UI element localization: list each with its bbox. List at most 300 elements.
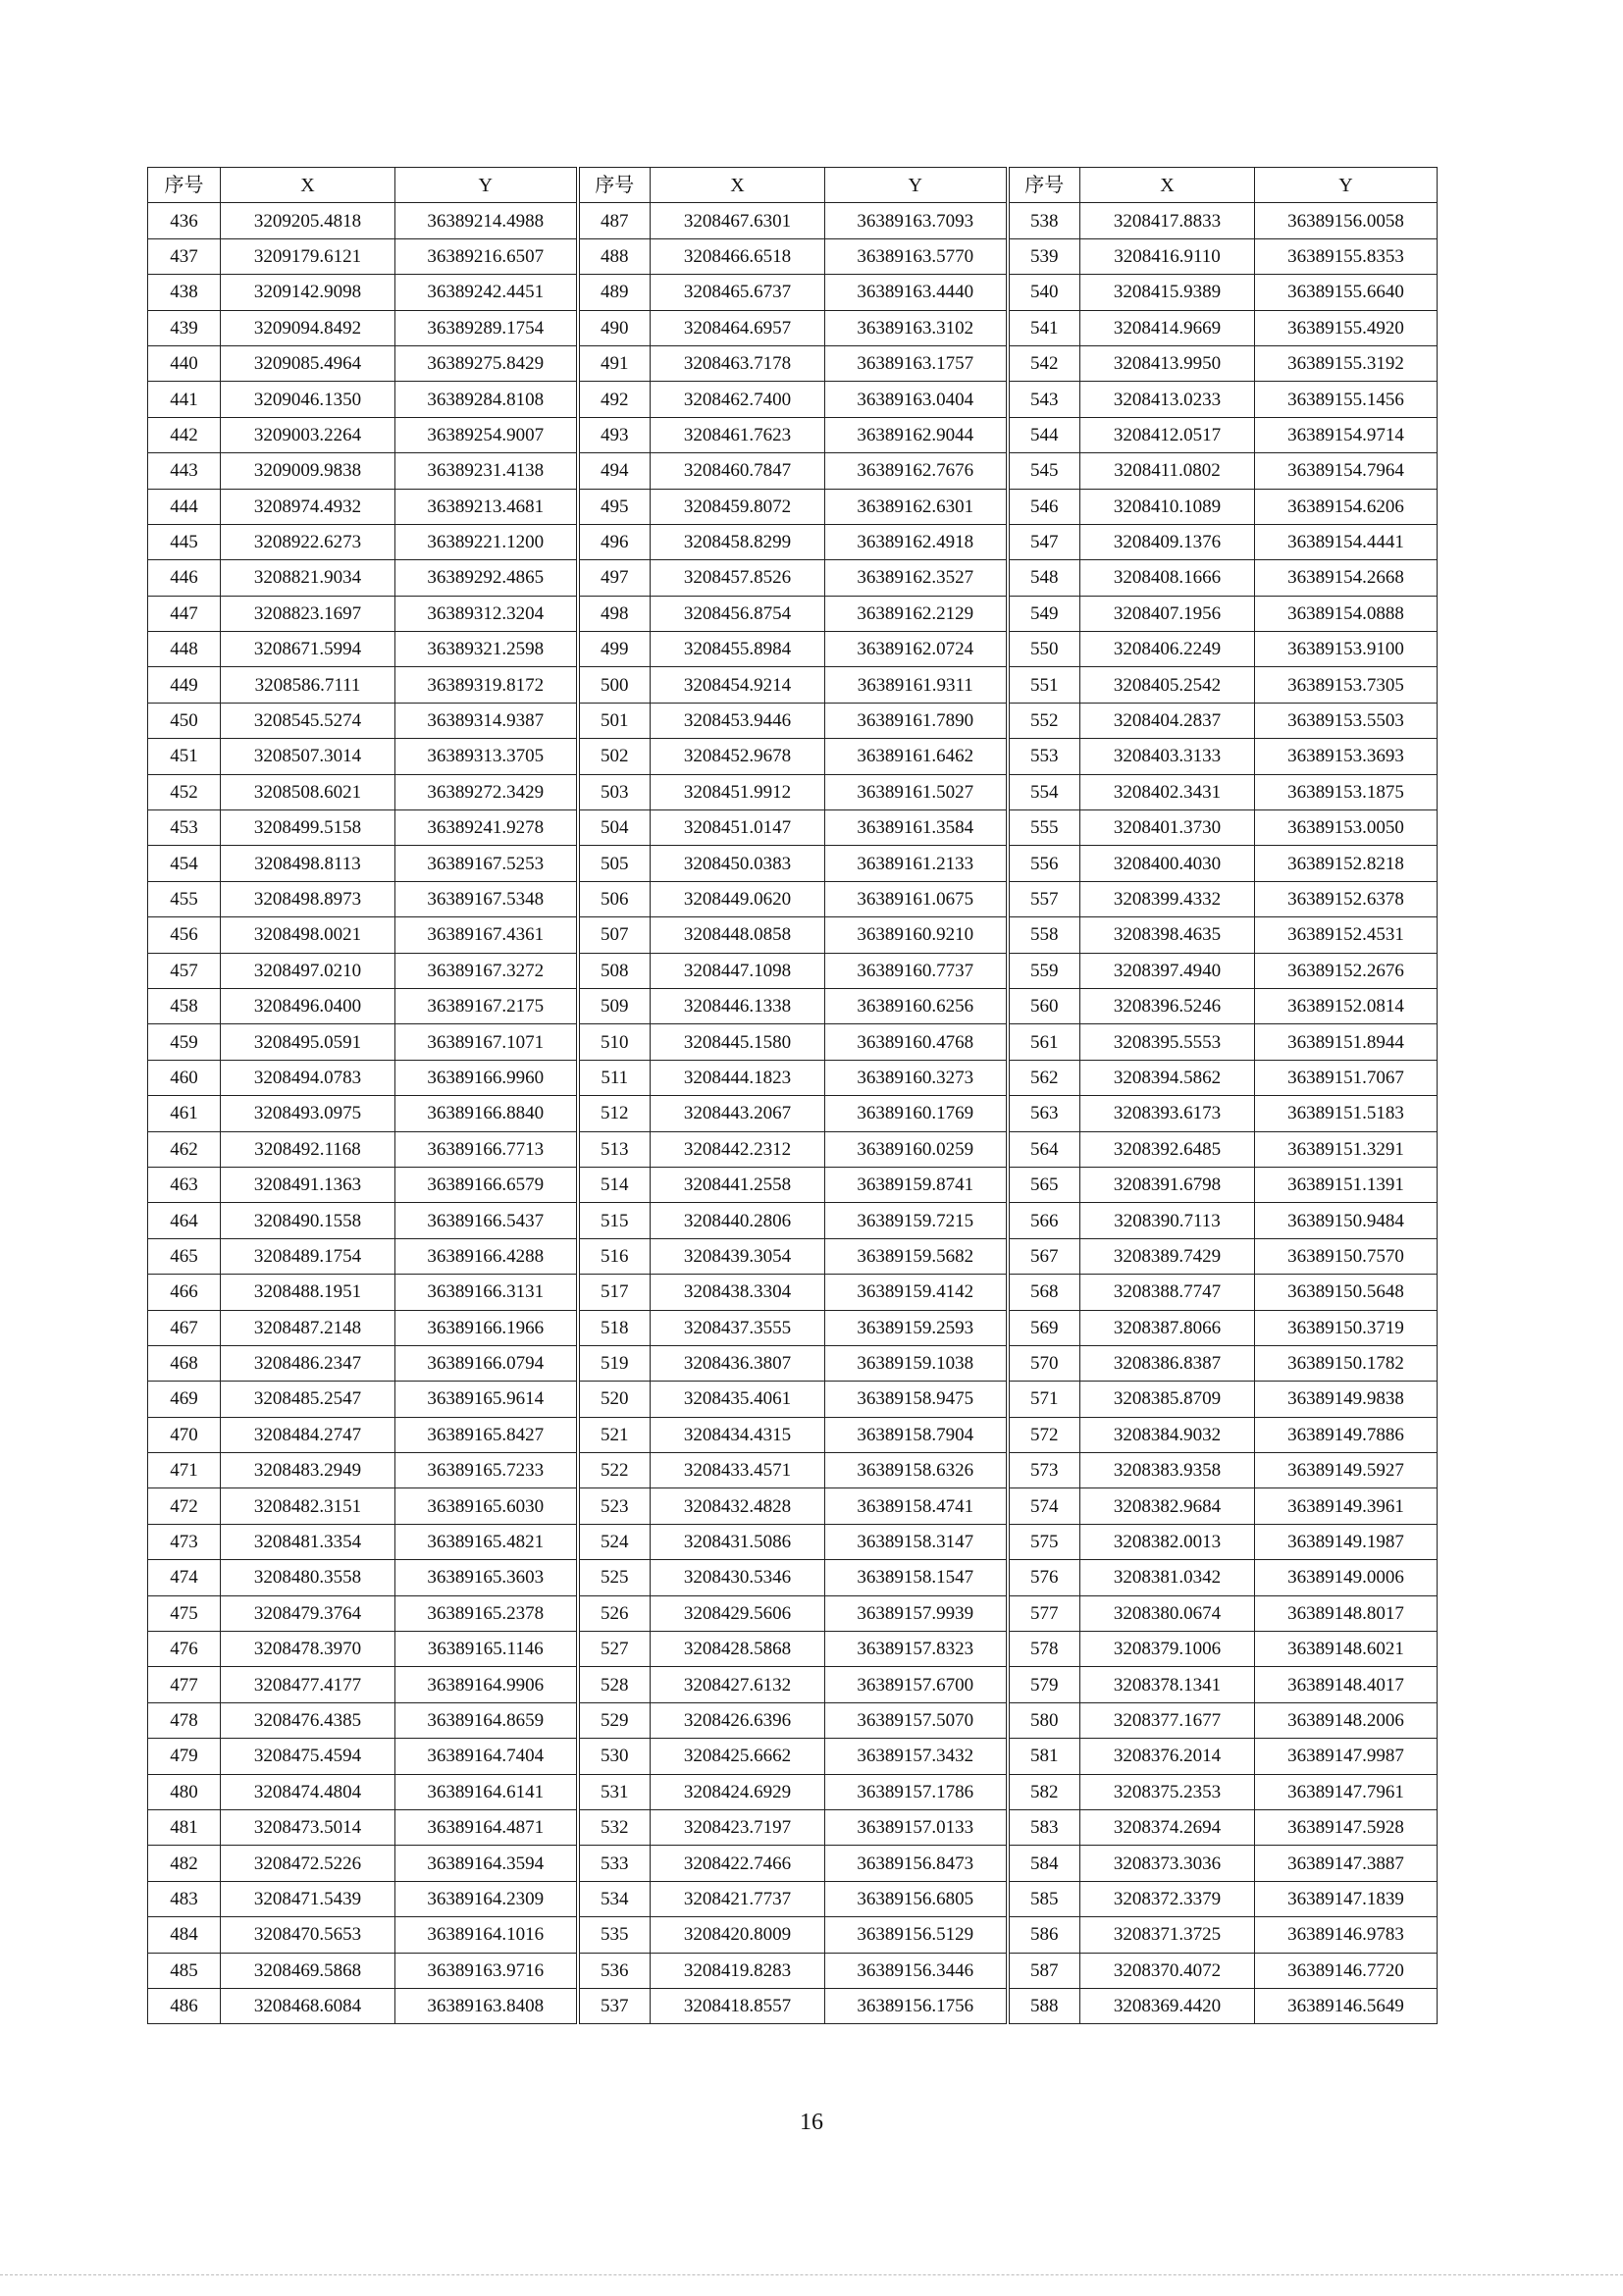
cell-x: 3208438.3304 <box>651 1275 825 1310</box>
cell-index: 454 <box>148 846 221 881</box>
cell-index: 448 <box>148 632 221 667</box>
cell-y: 36389155.3192 <box>1255 345 1438 381</box>
cell-x: 3208460.7847 <box>651 453 825 489</box>
cell-x: 3208440.2806 <box>651 1203 825 1238</box>
cell-x: 3208455.8984 <box>651 632 825 667</box>
cell-index: 472 <box>148 1488 221 1524</box>
cell-index: 447 <box>148 596 221 631</box>
cell-y: 36389155.4920 <box>1255 310 1438 345</box>
cell-index: 537 <box>578 1988 651 2023</box>
cell-index: 490 <box>578 310 651 345</box>
cell-y: 36389153.1875 <box>1255 774 1438 809</box>
table-row <box>148 881 1438 916</box>
cell-x: 3208431.5086 <box>651 1524 825 1559</box>
table-row <box>148 1702 1438 1738</box>
cell-index: 581 <box>1008 1739 1080 1774</box>
cell-x: 3208376.2014 <box>1080 1739 1255 1774</box>
cell-x: 3208426.6396 <box>651 1702 825 1738</box>
table-row <box>148 1382 1438 1417</box>
cell-y: 36389161.7890 <box>825 703 1008 738</box>
cell-index: 500 <box>578 667 651 703</box>
table-row <box>148 1275 1438 1310</box>
page-number: 16 <box>800 2110 823 2135</box>
cell-y: 36389284.8108 <box>395 382 578 417</box>
cell-y: 36389165.4821 <box>395 1524 578 1559</box>
cell-index: 476 <box>148 1632 221 1667</box>
table-row <box>148 1739 1438 1774</box>
cell-x: 3208480.3558 <box>221 1560 395 1595</box>
cell-index: 445 <box>148 524 221 559</box>
cell-x: 3208462.7400 <box>651 382 825 417</box>
cell-y: 36389166.8840 <box>395 1096 578 1131</box>
cell-y: 36389149.9838 <box>1255 1382 1438 1417</box>
cell-index: 519 <box>578 1345 651 1381</box>
cell-x: 3208404.2837 <box>1080 703 1255 738</box>
cell-index: 499 <box>578 632 651 667</box>
cell-y: 36389149.1987 <box>1255 1524 1438 1559</box>
cell-y: 36389156.1756 <box>825 1988 1008 2023</box>
cell-x: 3208379.1006 <box>1080 1632 1255 1667</box>
cell-y: 36389154.6206 <box>1255 489 1438 524</box>
cell-index: 450 <box>148 703 221 738</box>
cell-y: 36389161.2133 <box>825 846 1008 881</box>
cell-y: 36389147.7961 <box>1255 1774 1438 1809</box>
cell-index: 442 <box>148 417 221 452</box>
cell-x: 3208384.9032 <box>1080 1417 1255 1452</box>
cell-y: 36389313.3705 <box>395 739 578 774</box>
cell-y: 36389164.8659 <box>395 1702 578 1738</box>
cell-y: 36389156.6805 <box>825 1881 1008 1916</box>
cell-y: 36389147.9987 <box>1255 1739 1438 1774</box>
cell-index: 545 <box>1008 453 1080 489</box>
header-x: X <box>651 168 825 203</box>
cell-x: 3208482.3151 <box>221 1488 395 1524</box>
cell-index: 567 <box>1008 1238 1080 1274</box>
cell-x: 3208429.5606 <box>651 1595 825 1631</box>
cell-index: 560 <box>1008 988 1080 1023</box>
cell-y: 36389155.6640 <box>1255 275 1438 310</box>
cell-y: 36389158.6326 <box>825 1453 1008 1488</box>
cell-y: 36389161.5027 <box>825 774 1008 809</box>
cell-y: 36389150.5648 <box>1255 1275 1438 1310</box>
cell-x: 3208453.9446 <box>651 703 825 738</box>
cell-x: 3208671.5994 <box>221 632 395 667</box>
cell-x: 3208489.1754 <box>221 1238 395 1274</box>
cell-x: 3208476.4385 <box>221 1702 395 1738</box>
cell-index: 506 <box>578 881 651 916</box>
cell-y: 36389167.5348 <box>395 881 578 916</box>
cell-y: 36389167.3272 <box>395 953 578 988</box>
cell-y: 36389160.6256 <box>825 988 1008 1023</box>
cell-x: 3208391.6798 <box>1080 1167 1255 1202</box>
cell-x: 3208487.2148 <box>221 1310 395 1345</box>
cell-y: 36389292.4865 <box>395 560 578 596</box>
cell-index: 517 <box>578 1275 651 1310</box>
cell-y: 36389147.3887 <box>1255 1846 1438 1881</box>
cell-x: 3208449.0620 <box>651 881 825 916</box>
cell-index: 503 <box>578 774 651 809</box>
cell-x: 3208490.1558 <box>221 1203 395 1238</box>
cell-x: 3208507.3014 <box>221 739 395 774</box>
cell-y: 36389162.4918 <box>825 524 1008 559</box>
cell-x: 3208451.9912 <box>651 774 825 809</box>
cell-x: 3208378.1341 <box>1080 1667 1255 1702</box>
cell-x: 3208467.6301 <box>651 203 825 238</box>
cell-x: 3208425.6662 <box>651 1739 825 1774</box>
cell-y: 36389154.9714 <box>1255 417 1438 452</box>
cell-y: 36389166.9960 <box>395 1060 578 1095</box>
table-row <box>148 1846 1438 1881</box>
cell-index: 514 <box>578 1167 651 1202</box>
cell-index: 533 <box>578 1846 651 1881</box>
cell-x: 3208474.4804 <box>221 1774 395 1809</box>
table-row <box>148 988 1438 1023</box>
cell-x: 3208434.4315 <box>651 1417 825 1452</box>
cell-index: 456 <box>148 917 221 953</box>
cell-index: 547 <box>1008 524 1080 559</box>
cell-x: 3209205.4818 <box>221 203 395 238</box>
cell-y: 36389157.9939 <box>825 1595 1008 1631</box>
cell-index: 557 <box>1008 881 1080 916</box>
cell-y: 36389148.8017 <box>1255 1595 1438 1631</box>
table-row <box>148 524 1438 559</box>
cell-index: 520 <box>578 1382 651 1417</box>
cell-y: 36389159.5682 <box>825 1238 1008 1274</box>
header-index: 序号 <box>1008 168 1080 203</box>
cell-index: 511 <box>578 1060 651 1095</box>
cell-index: 470 <box>148 1417 221 1452</box>
table-row <box>148 1310 1438 1345</box>
cell-y: 36389157.8323 <box>825 1632 1008 1667</box>
table-row <box>148 1632 1438 1667</box>
cell-index: 574 <box>1008 1488 1080 1524</box>
cell-x: 3208372.3379 <box>1080 1881 1255 1916</box>
cell-index: 474 <box>148 1560 221 1595</box>
table-row <box>148 345 1438 381</box>
cell-index: 523 <box>578 1488 651 1524</box>
table-row <box>148 1417 1438 1452</box>
table-row <box>148 238 1438 274</box>
cell-y: 36389151.7067 <box>1255 1060 1438 1095</box>
cell-index: 576 <box>1008 1560 1080 1595</box>
cell-index: 471 <box>148 1453 221 1488</box>
cell-index: 530 <box>578 1739 651 1774</box>
cell-x: 3208403.3133 <box>1080 739 1255 774</box>
cell-y: 36389165.7233 <box>395 1453 578 1488</box>
cell-index: 555 <box>1008 810 1080 846</box>
cell-y: 36389151.8944 <box>1255 1024 1438 1060</box>
cell-x: 3208380.0674 <box>1080 1595 1255 1631</box>
cell-y: 36389152.2676 <box>1255 953 1438 988</box>
cell-x: 3208450.0383 <box>651 846 825 881</box>
cell-x: 3208468.6084 <box>221 1988 395 2023</box>
cell-y: 36389153.0050 <box>1255 810 1438 846</box>
cell-x: 3208392.6485 <box>1080 1131 1255 1167</box>
cell-x: 3208389.7429 <box>1080 1238 1255 1274</box>
cell-x: 3208430.5346 <box>651 1560 825 1595</box>
cell-index: 501 <box>578 703 651 738</box>
cell-x: 3208439.3054 <box>651 1238 825 1274</box>
cell-index: 548 <box>1008 560 1080 596</box>
table-row <box>148 1595 1438 1631</box>
cell-x: 3208370.4072 <box>1080 1953 1255 1988</box>
cell-y: 36389165.3603 <box>395 1560 578 1595</box>
cell-x: 3208821.9034 <box>221 560 395 596</box>
cell-y: 36389166.3131 <box>395 1275 578 1310</box>
cell-index: 475 <box>148 1595 221 1631</box>
cell-index: 466 <box>148 1275 221 1310</box>
cell-x: 3208471.5439 <box>221 1881 395 1916</box>
cell-y: 36389148.2006 <box>1255 1702 1438 1738</box>
cell-index: 440 <box>148 345 221 381</box>
cell-index: 585 <box>1008 1881 1080 1916</box>
cell-index: 568 <box>1008 1275 1080 1310</box>
header-index: 序号 <box>148 168 221 203</box>
cell-y: 36389159.1038 <box>825 1345 1008 1381</box>
cell-index: 580 <box>1008 1702 1080 1738</box>
cell-y: 36389158.4741 <box>825 1488 1008 1524</box>
cell-x: 3208473.5014 <box>221 1809 395 1845</box>
cell-y: 36389163.9716 <box>395 1953 578 1988</box>
cell-index: 478 <box>148 1702 221 1738</box>
table-header-row <box>148 168 1438 203</box>
table-row <box>148 1096 1438 1131</box>
table-body <box>148 203 1438 2024</box>
cell-index: 563 <box>1008 1096 1080 1131</box>
cell-x: 3208470.5653 <box>221 1917 395 1953</box>
cell-index: 509 <box>578 988 651 1023</box>
cell-x: 3208399.4332 <box>1080 881 1255 916</box>
cell-index: 496 <box>578 524 651 559</box>
cell-y: 36389289.1754 <box>395 310 578 345</box>
cell-y: 36389146.9783 <box>1255 1917 1438 1953</box>
cell-x: 3208445.1580 <box>651 1024 825 1060</box>
cell-index: 513 <box>578 1131 651 1167</box>
cell-y: 36389163.3102 <box>825 310 1008 345</box>
cell-x: 3208397.4940 <box>1080 953 1255 988</box>
cell-x: 3209142.9098 <box>221 275 395 310</box>
cell-x: 3208463.7178 <box>651 345 825 381</box>
cell-y: 36389167.5253 <box>395 846 578 881</box>
cell-y: 36389162.7676 <box>825 453 1008 489</box>
cell-y: 36389158.3147 <box>825 1524 1008 1559</box>
cell-y: 36389156.3446 <box>825 1953 1008 1988</box>
cell-y: 36389163.8408 <box>395 1988 578 2023</box>
cell-index: 473 <box>148 1524 221 1559</box>
cell-x: 3208409.1376 <box>1080 524 1255 559</box>
cell-y: 36389162.6301 <box>825 489 1008 524</box>
table-row <box>148 953 1438 988</box>
cell-y: 36389321.2598 <box>395 632 578 667</box>
table-row <box>148 1167 1438 1202</box>
cell-index: 527 <box>578 1632 651 1667</box>
cell-index: 497 <box>578 560 651 596</box>
cell-index: 587 <box>1008 1953 1080 1988</box>
cell-index: 455 <box>148 881 221 916</box>
cell-index: 544 <box>1008 417 1080 452</box>
cell-x: 3209094.8492 <box>221 310 395 345</box>
cell-index: 541 <box>1008 310 1080 345</box>
cell-y: 36389231.4138 <box>395 453 578 489</box>
cell-x: 3208432.4828 <box>651 1488 825 1524</box>
table-row <box>148 1524 1438 1559</box>
table-row <box>148 1917 1438 1953</box>
table-row <box>148 1345 1438 1381</box>
coordinate-table <box>147 167 1438 2024</box>
cell-index: 446 <box>148 560 221 596</box>
cell-x: 3208457.8526 <box>651 560 825 596</box>
cell-x: 3208385.8709 <box>1080 1382 1255 1417</box>
cell-x: 3208410.1089 <box>1080 489 1255 524</box>
cell-y: 36389155.1456 <box>1255 382 1438 417</box>
cell-y: 36389272.3429 <box>395 774 578 809</box>
cell-x: 3208454.9214 <box>651 667 825 703</box>
cell-y: 36389152.4531 <box>1255 917 1438 953</box>
header-y: Y <box>1255 168 1438 203</box>
cell-y: 36389161.3584 <box>825 810 1008 846</box>
cell-index: 526 <box>578 1595 651 1631</box>
cell-index: 444 <box>148 489 221 524</box>
table-row <box>148 203 1438 238</box>
table-row <box>148 1238 1438 1274</box>
cell-x: 3208488.1951 <box>221 1275 395 1310</box>
cell-index: 550 <box>1008 632 1080 667</box>
table-row <box>148 703 1438 738</box>
cell-index: 577 <box>1008 1595 1080 1631</box>
cell-y: 36389149.7886 <box>1255 1417 1438 1452</box>
cell-x: 3208422.7466 <box>651 1846 825 1881</box>
cell-y: 36389154.0888 <box>1255 596 1438 631</box>
table-row <box>148 739 1438 774</box>
cell-index: 564 <box>1008 1131 1080 1167</box>
cell-y: 36389159.7215 <box>825 1203 1008 1238</box>
cell-y: 36389163.5770 <box>825 238 1008 274</box>
cell-index: 477 <box>148 1667 221 1702</box>
cell-index: 459 <box>148 1024 221 1060</box>
cell-x: 3208498.8973 <box>221 881 395 916</box>
cell-x: 3208427.6132 <box>651 1667 825 1702</box>
cell-y: 36389155.8353 <box>1255 238 1438 274</box>
cell-index: 566 <box>1008 1203 1080 1238</box>
cell-x: 3208451.0147 <box>651 810 825 846</box>
cell-index: 485 <box>148 1953 221 1988</box>
cell-index: 575 <box>1008 1524 1080 1559</box>
cell-x: 3208411.0802 <box>1080 453 1255 489</box>
cell-x: 3208369.4420 <box>1080 1988 1255 2023</box>
cell-x: 3208413.0233 <box>1080 382 1255 417</box>
cell-y: 36389160.4768 <box>825 1024 1008 1060</box>
cell-index: 570 <box>1008 1345 1080 1381</box>
table-row <box>148 1453 1438 1488</box>
cell-index: 494 <box>578 453 651 489</box>
cell-index: 521 <box>578 1417 651 1452</box>
cell-x: 3208922.6273 <box>221 524 395 559</box>
cell-x: 3208452.9678 <box>651 739 825 774</box>
cell-index: 558 <box>1008 917 1080 953</box>
cell-x: 3208444.1823 <box>651 1060 825 1095</box>
cell-x: 3209046.1350 <box>221 382 395 417</box>
cell-index: 453 <box>148 810 221 846</box>
cell-x: 3209009.9838 <box>221 453 395 489</box>
cell-y: 36389154.7964 <box>1255 453 1438 489</box>
cell-y: 36389147.1839 <box>1255 1881 1438 1916</box>
cell-y: 36389312.3204 <box>395 596 578 631</box>
cell-y: 36389163.4440 <box>825 275 1008 310</box>
cell-x: 3208423.7197 <box>651 1809 825 1845</box>
cell-y: 36389151.3291 <box>1255 1131 1438 1167</box>
table-row <box>148 1488 1438 1524</box>
cell-y: 36389166.1966 <box>395 1310 578 1345</box>
cell-index: 553 <box>1008 739 1080 774</box>
cell-index: 528 <box>578 1667 651 1702</box>
header-y: Y <box>395 168 578 203</box>
cell-x: 3208415.9389 <box>1080 275 1255 310</box>
cell-x: 3208382.0013 <box>1080 1524 1255 1559</box>
cell-index: 583 <box>1008 1809 1080 1845</box>
cell-index: 525 <box>578 1560 651 1595</box>
cell-y: 36389159.4142 <box>825 1275 1008 1310</box>
cell-y: 36389167.2175 <box>395 988 578 1023</box>
cell-index: 464 <box>148 1203 221 1238</box>
cell-index: 518 <box>578 1310 651 1345</box>
cell-y: 36389166.4288 <box>395 1238 578 1274</box>
cell-x: 3208472.5226 <box>221 1846 395 1881</box>
cell-x: 3208437.3555 <box>651 1310 825 1345</box>
cell-index: 536 <box>578 1953 651 1988</box>
cell-y: 36389163.1757 <box>825 345 1008 381</box>
cell-x: 3208464.6957 <box>651 310 825 345</box>
table-row <box>148 560 1438 596</box>
cell-x: 3208419.8283 <box>651 1953 825 1988</box>
table-row <box>148 917 1438 953</box>
cell-index: 565 <box>1008 1167 1080 1202</box>
cell-x: 3208412.0517 <box>1080 417 1255 452</box>
cell-y: 36389151.1391 <box>1255 1167 1438 1202</box>
cell-index: 443 <box>148 453 221 489</box>
cell-y: 36389160.9210 <box>825 917 1008 953</box>
cell-y: 36389166.5437 <box>395 1203 578 1238</box>
cell-index: 561 <box>1008 1024 1080 1060</box>
cell-x: 3208545.5274 <box>221 703 395 738</box>
cell-y: 36389167.4361 <box>395 917 578 953</box>
cell-x: 3208498.0021 <box>221 917 395 953</box>
cell-index: 562 <box>1008 1060 1080 1095</box>
cell-y: 36389156.8473 <box>825 1846 1008 1881</box>
cell-x: 3208406.2249 <box>1080 632 1255 667</box>
cell-y: 36389160.3273 <box>825 1060 1008 1095</box>
cell-y: 36389162.3527 <box>825 560 1008 596</box>
cell-y: 36389152.6378 <box>1255 881 1438 916</box>
table-row <box>148 774 1438 809</box>
cell-y: 36389146.5649 <box>1255 1988 1438 2023</box>
cell-x: 3208413.9950 <box>1080 345 1255 381</box>
cell-index: 493 <box>578 417 651 452</box>
cell-y: 36389150.9484 <box>1255 1203 1438 1238</box>
cell-index: 573 <box>1008 1453 1080 1488</box>
cell-y: 36389314.9387 <box>395 703 578 738</box>
cell-y: 36389214.4988 <box>395 203 578 238</box>
cell-x: 3208459.8072 <box>651 489 825 524</box>
cell-index: 507 <box>578 917 651 953</box>
cell-y: 36389162.0724 <box>825 632 1008 667</box>
cell-x: 3208492.1168 <box>221 1131 395 1167</box>
cell-x: 3208447.1098 <box>651 953 825 988</box>
cell-index: 554 <box>1008 774 1080 809</box>
cell-y: 36389146.7720 <box>1255 1953 1438 1988</box>
cell-y: 36389158.9475 <box>825 1382 1008 1417</box>
cell-index: 449 <box>148 667 221 703</box>
cell-y: 36389165.8427 <box>395 1417 578 1452</box>
